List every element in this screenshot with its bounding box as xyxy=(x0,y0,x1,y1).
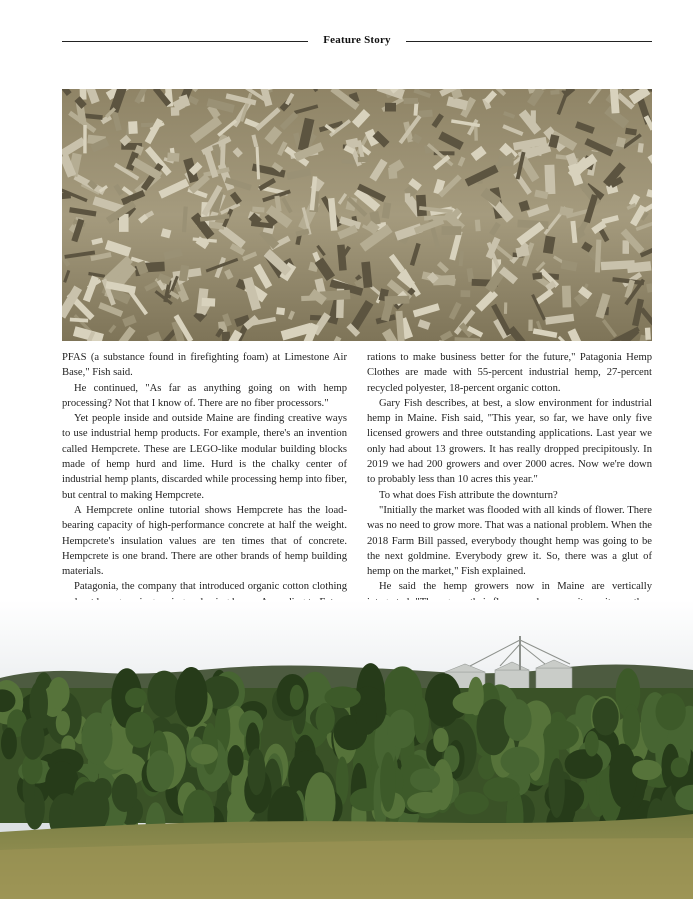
paragraph: PFAS (a substance found in firefighting foam) at Limestone Air Base," Fish said. xyxy=(62,352,347,379)
paragraph: Gary Fish describes, at best, a slow environment for industrial hemp in Maine. Fish said, "This year, so far, we have only five licensed growers and three outstanding applications. Last year we only had about 13 growers. It has really dropped precipitously. In 2019 we had 200 growers and over 2000 acres. Now we're down to probably less than 10 acres this year." xyxy=(367,397,652,486)
paragraph: rations to make business better for the future," Patagonia Hemp Clothes are made with 55-percent industrial hemp, 27-percent recycled polyester, 18-percent organic cotton. xyxy=(367,352,652,394)
paragraph: Yet people inside and outside Maine are finding creative ways to use industrial hemp products. For example, there's an invention called Hempcrete. These are LEGO-like modular building blocks made of hemp hurd and lime. Hurd is the chalky center of industrial hemp plants, discarded while processing hemp into fiber, but central to making Hempcrete. xyxy=(62,413,347,501)
section-label: Feature Story xyxy=(323,34,391,46)
header-rule-left xyxy=(62,41,308,42)
paragraph: A Hempcrete online tutorial shows Hempcrete has the load-bearing capacity of high-performance concrete at half the weight. Hempcrete's insulation values are ten times that of concrete. Hempcrete is one brand. There are other brands of hemp building materials. xyxy=(62,504,347,578)
paragraph: "Initially the market was flooded with all kinds of flower. There was no need to grow more. That was a national problem. When the 2018 Farm Bill passed, everybody thought hemp was going to be the next goldmine. Everybody grew it. So, there was a glut of hemp on the market," Fish explained. xyxy=(367,504,652,578)
hemp-hurd-photo xyxy=(62,89,652,341)
paragraph: To what does Fish attribute the downturn? xyxy=(379,489,558,501)
paragraph: Patagonia, the company that introduced organic cotton clothing xyxy=(74,581,347,593)
paragraph: He said the hemp growers now in Maine are vertically xyxy=(379,581,652,593)
article-column-right xyxy=(367,350,652,625)
paragraph: He continued, "As far as anything going on with hemp processing? Not that I know of. There are no fiber processors." xyxy=(62,382,347,409)
header-rule-right xyxy=(406,41,652,42)
hemp-field-photo xyxy=(0,600,693,899)
article-column-left xyxy=(62,350,347,625)
